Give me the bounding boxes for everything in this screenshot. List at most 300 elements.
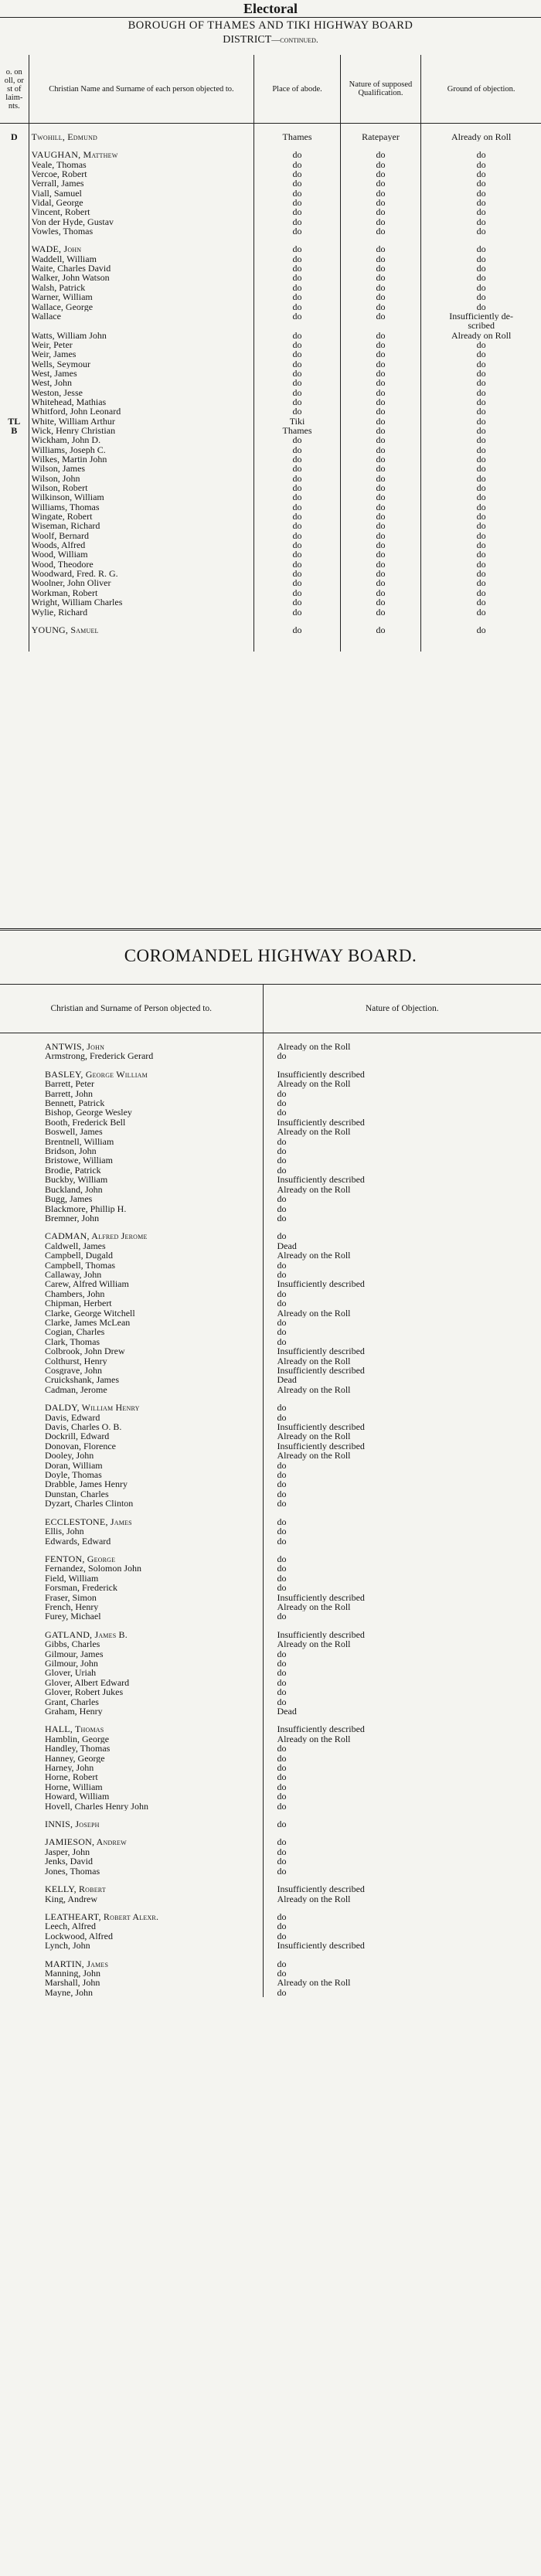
objection: Dead [277, 1375, 297, 1385]
objection: do [277, 1801, 287, 1812]
col-ground: do [476, 530, 486, 541]
person-name: Marshall, John [0, 1978, 263, 1987]
table-row [0, 1403, 541, 1412]
spacer-cell [340, 124, 421, 133]
col-number [0, 540, 29, 550]
objection: do [277, 1088, 287, 1099]
objection: do [277, 1658, 287, 1669]
objection: do [277, 1677, 287, 1688]
col-number [0, 407, 29, 416]
col-abode: do [254, 540, 340, 550]
objection: do [277, 1155, 287, 1165]
table-row [0, 1413, 541, 1422]
objection: Already on the Roll [277, 1639, 351, 1649]
col-abode: do [254, 169, 340, 179]
table-row [0, 588, 541, 597]
col-ground: do [476, 425, 486, 436]
person-name: Grant, Charles [0, 1697, 263, 1707]
table-row [0, 1204, 541, 1213]
col-abode: do [254, 550, 340, 559]
objection: do [277, 1213, 287, 1223]
spacer-cell [0, 1621, 263, 1630]
col-abode: do [254, 454, 340, 464]
col-number [0, 264, 29, 273]
table-row [0, 1185, 541, 1194]
col-ground: do [476, 587, 486, 598]
person-name: Boswell, James [0, 1127, 263, 1136]
col-number [0, 331, 29, 340]
col-number [0, 464, 29, 473]
person-name: CADMAN, Alfred Jerome [0, 1231, 263, 1240]
person-name: Chambers, John [0, 1289, 263, 1298]
col-name: Williams, Joseph C. [29, 445, 254, 454]
person-name: Cadman, Jerome [0, 1385, 263, 1394]
col-name: Wilson, James [29, 464, 254, 473]
col-qualification: do [340, 169, 421, 179]
table-row [0, 1127, 541, 1136]
person-name: Dunstan, Charles [0, 1489, 263, 1499]
objection: do [277, 1921, 287, 1931]
objection: do [277, 1866, 287, 1877]
col-name: Walker, John Watson [29, 273, 254, 282]
col-name: Viall, Samuel [29, 189, 254, 198]
person-name: Davis, Charles O. B. [0, 1422, 263, 1431]
col-qualification: do [340, 625, 421, 635]
spacer-cell [0, 1716, 263, 1724]
table-row [0, 474, 541, 483]
col-ground: do [476, 550, 486, 560]
objection: do [277, 1837, 287, 1847]
col-abode: do [254, 464, 340, 473]
col-qualification: Ratepayer [340, 132, 421, 141]
col-name: Wilkinson, William [29, 492, 254, 502]
spacer-cell [340, 635, 421, 652]
col-qualification: do [340, 150, 421, 159]
objection: do [277, 1051, 287, 1061]
objection: do [277, 1772, 287, 1782]
objection: do [277, 1165, 287, 1176]
spacer-cell [263, 1223, 541, 1231]
col-name: Wood, William [29, 550, 254, 559]
col-abode: do [254, 483, 340, 492]
objection: Already on the Roll [277, 1184, 351, 1195]
col-qualification: do [340, 160, 421, 169]
col-number [0, 244, 29, 254]
person-name: Field, William [0, 1574, 263, 1583]
col-number [0, 189, 29, 198]
table-row [0, 1098, 541, 1108]
table-row [0, 426, 541, 435]
objection: Already on the Roll [277, 1042, 351, 1052]
col-abode: do [254, 588, 340, 597]
col-ground: do [476, 282, 486, 293]
table-row [0, 1744, 541, 1753]
col-qualification: do [340, 311, 421, 321]
table-row [0, 1499, 541, 1508]
col-number [0, 588, 29, 597]
table-row [0, 512, 541, 521]
col-qualification: do [340, 349, 421, 359]
objection: do [277, 1744, 287, 1754]
table-row [0, 1697, 541, 1707]
table-row [0, 1289, 541, 1298]
table-row [0, 1194, 541, 1203]
table-row [0, 302, 541, 311]
table-row [0, 1802, 541, 1811]
col-qualification: do [340, 226, 421, 236]
col-name: Wallace, George [29, 302, 254, 311]
spacer-cell [0, 124, 29, 133]
spacer-cell [0, 1546, 263, 1554]
col-abode: do [254, 273, 340, 282]
spacer-cell [263, 1033, 541, 1043]
col-name: Weir, Peter [29, 340, 254, 349]
objection: do [277, 1649, 287, 1659]
person-name: Caldwell, James [0, 1241, 263, 1251]
objection: Already on the Roll [277, 1734, 351, 1744]
spacer-cell [254, 124, 340, 133]
group-spacer [0, 1904, 541, 1912]
col-ground: do [476, 159, 486, 170]
table-row [0, 569, 541, 578]
col-ground: do [476, 416, 486, 426]
spacer-cell [0, 1904, 263, 1912]
objection: do [277, 1958, 287, 1969]
objection: Already on the Roll [277, 1308, 351, 1318]
col-number [0, 492, 29, 502]
col-abode: do [254, 198, 340, 207]
person-name: Callaway, John [0, 1270, 263, 1279]
col-qualification: do [340, 340, 421, 349]
col-name: Williams, Thomas [29, 502, 254, 512]
col-number [0, 388, 29, 397]
table-row [0, 244, 541, 254]
col-abode: do [254, 359, 340, 369]
objection: do [277, 1819, 287, 1829]
col-ground: do [476, 254, 486, 264]
col-ground: do [476, 578, 486, 588]
col-abode: do [254, 407, 340, 416]
col-ground: do [476, 264, 486, 274]
table-header-row [0, 985, 541, 1033]
objection: do [277, 1194, 287, 1204]
spacer-cell [29, 635, 254, 652]
col-number [0, 435, 29, 444]
col-ground: do [476, 339, 486, 350]
objection: do [277, 1136, 287, 1147]
col-ground: do [476, 569, 486, 579]
col-name: Wood, Theodore [29, 560, 254, 569]
objection: Already on the Roll [277, 1079, 351, 1089]
col-abode: do [254, 283, 340, 292]
table-row [0, 1146, 541, 1155]
person-name: Clarke, James McLean [0, 1318, 263, 1327]
col-abode: do [254, 569, 340, 578]
section2-title: COROMANDEL HIGHWAY BOARD. [124, 946, 417, 965]
col-qualification: do [340, 607, 421, 617]
col-ground: do [476, 198, 486, 208]
objection: Already on the Roll [277, 1601, 351, 1612]
person-name: Hanney, George [0, 1754, 263, 1763]
col-ground: do [476, 378, 486, 388]
table-row [0, 1792, 541, 1801]
table-row [0, 1366, 541, 1375]
table-row [0, 1251, 541, 1260]
table-row [0, 1385, 541, 1394]
table-row [0, 1327, 541, 1336]
table-row [0, 607, 541, 617]
col-qualification: do [340, 588, 421, 597]
col-ground: do [476, 597, 486, 607]
col-abode: do [254, 388, 340, 397]
person-name: King, Andrew [0, 1894, 263, 1904]
table-row [0, 1308, 541, 1318]
spacer-cell [29, 236, 254, 244]
col-abode: do [254, 521, 340, 530]
table-row [0, 1649, 541, 1659]
col-ground: do [476, 492, 486, 502]
spacer-cell [0, 1061, 263, 1070]
col-ground: do [476, 188, 486, 199]
table-row [0, 1231, 541, 1240]
person-name: Mayne, John [0, 1988, 263, 1997]
col-abode: do [254, 244, 340, 254]
table-row [0, 1772, 541, 1781]
group-spacer [0, 617, 541, 625]
group-spacer [0, 1546, 541, 1554]
person-name: Handley, Thomas [0, 1744, 263, 1753]
col-number [0, 445, 29, 454]
spacer-cell [263, 1546, 541, 1554]
table-row [0, 1270, 541, 1279]
spacer-cell [263, 1061, 541, 1070]
spacer-cell [263, 1716, 541, 1724]
col-qualification: do [340, 569, 421, 578]
objection: do [277, 1763, 287, 1773]
person-name: Harney, John [0, 1763, 263, 1772]
objection: Insufficiently described [277, 1279, 365, 1289]
objection: do [277, 1931, 287, 1941]
table-row [0, 132, 541, 141]
table-row [0, 1118, 541, 1127]
person-name: Campbell, Dugald [0, 1251, 263, 1260]
col-qualification: do [340, 388, 421, 397]
table-row [0, 1583, 541, 1592]
table-row [0, 321, 541, 330]
table-row [0, 1847, 541, 1856]
col-qualification: do [340, 331, 421, 340]
person-name: Edwards, Edward [0, 1536, 263, 1546]
col-qualification: do [340, 531, 421, 540]
person-name: Furey, Michael [0, 1611, 263, 1621]
col-abode: do [254, 150, 340, 159]
group-spacer [0, 1061, 541, 1070]
col-abode: do [254, 607, 340, 617]
col-number [0, 578, 29, 587]
spacer-cell [0, 1509, 263, 1517]
objection: do [277, 1668, 287, 1678]
spacer-cell [421, 635, 541, 652]
objections-table-coromandel [0, 985, 541, 1997]
col-number [0, 454, 29, 464]
objection: Insufficiently described [277, 1629, 365, 1640]
col-qualification: do [340, 369, 421, 378]
objection: Insufficiently described [277, 1175, 365, 1185]
person-name: BASLEY, George William [0, 1070, 263, 1079]
objections-table-thames [0, 55, 541, 652]
col-number [0, 607, 29, 617]
col-abode: do [254, 625, 340, 635]
table-row [0, 1941, 541, 1950]
table-row [0, 1356, 541, 1366]
table-row [0, 1337, 541, 1346]
person-name: Jones, Thomas [0, 1866, 263, 1876]
col-name: Veale, Thomas [29, 160, 254, 169]
table-row [0, 169, 541, 179]
group-spacer [0, 1223, 541, 1231]
col-number [0, 560, 29, 569]
col-abode: do [254, 160, 340, 169]
col-name: WADE, John [29, 244, 254, 254]
objection: do [277, 1687, 287, 1697]
table-row [0, 417, 541, 426]
col-ground: do [476, 473, 486, 484]
spacer-cell [421, 617, 541, 625]
person-name: Leech, Alfred [0, 1921, 263, 1931]
objection: Already on the Roll [277, 1451, 351, 1461]
person-name: Armstrong, Frederick Gerard [0, 1051, 263, 1060]
table-row [0, 1668, 541, 1677]
col-number [0, 292, 29, 301]
col-abode: Thames [254, 132, 340, 141]
col-number [0, 369, 29, 378]
spacer-cell [254, 236, 340, 244]
objection: do [277, 1098, 287, 1108]
table-row [0, 1884, 541, 1894]
col-ground: Insufficiently de- [449, 311, 514, 322]
table-row [0, 292, 541, 301]
person-name: LEATHEART, Robert Alexr. [0, 1912, 263, 1921]
col-abode: do [254, 331, 340, 340]
table-row [0, 1441, 541, 1451]
person-name: INNIS, Joseph [0, 1819, 263, 1829]
col-number [0, 302, 29, 311]
objection: do [277, 1403, 287, 1413]
col-abode: Tiki [254, 417, 340, 426]
col-name: Wick, Henry Christian [29, 426, 254, 435]
person-name: HALL, Thomas [0, 1724, 263, 1734]
objection: do [277, 1288, 287, 1299]
objection: do [277, 1526, 287, 1536]
objection: do [277, 1499, 287, 1509]
col-number [0, 217, 29, 226]
spacer-cell [263, 1829, 541, 1837]
col-abode: do [254, 189, 340, 198]
objection: Insufficiently described [277, 1422, 365, 1432]
table-row [0, 407, 541, 416]
table-row [0, 1422, 541, 1431]
col-number [0, 359, 29, 369]
col-ground: do [476, 407, 486, 417]
col-name: Warner, William [29, 292, 254, 301]
table-row [0, 435, 541, 444]
table-row [0, 340, 541, 349]
col-name: White, William Arthur [29, 417, 254, 426]
table-row [0, 445, 541, 454]
person-name: Jenks, David [0, 1856, 263, 1866]
col-number: B [0, 426, 29, 435]
spacer-cell [263, 1811, 541, 1819]
col-abode: do [254, 302, 340, 311]
group-spacer [0, 1621, 541, 1630]
col-number [0, 378, 29, 387]
board-title: BOROUGH OF THAMES AND TIKI HIGHWAY BOARD [128, 19, 413, 32]
table-row [0, 1659, 541, 1668]
table-row [0, 207, 541, 216]
person-name: Doyle, Thomas [0, 1470, 263, 1479]
col-number [0, 340, 29, 349]
col-qualification: do [340, 435, 421, 444]
col-number [0, 397, 29, 407]
spacer-cell [0, 1876, 263, 1884]
objection: do [277, 1336, 287, 1347]
group-spacer [0, 1876, 541, 1884]
col-number [0, 597, 29, 607]
spacer-cell [0, 1951, 263, 1959]
col-name: West, James [29, 369, 254, 378]
person-name: KELLY, Robert [0, 1884, 263, 1894]
person-name: Glover, Robert Jukes [0, 1687, 263, 1696]
table-end-spacer [0, 635, 541, 652]
col-qualification: do [340, 426, 421, 435]
col-name: Wilson, John [29, 474, 254, 483]
table-row [0, 226, 541, 236]
spacer-cell [0, 1223, 263, 1231]
col-qualification: do [340, 464, 421, 473]
col-qualification: do [340, 244, 421, 254]
col-header-abode: Place of abode. [254, 55, 340, 124]
col-header-name: Christian Name and Surname of each person objected to. [29, 55, 254, 124]
col-name: Woods, Alfred [29, 540, 254, 550]
col-number [0, 283, 29, 292]
person-name: Forsman, Frederick [0, 1583, 263, 1592]
col-qualification: do [340, 445, 421, 454]
col-qualification [340, 321, 421, 330]
col-ground: do [476, 512, 486, 522]
spacer-cell [29, 617, 254, 625]
table-row [0, 1451, 541, 1460]
objection: Insufficiently described [277, 1346, 365, 1356]
col-qualification: do [340, 198, 421, 207]
table-row [0, 1959, 541, 1969]
table-row [0, 1554, 541, 1564]
table-row [0, 349, 541, 359]
col-number: D [0, 132, 29, 141]
table-row [0, 359, 541, 369]
col-number [0, 550, 29, 559]
col-ground: Already on Roll [451, 132, 512, 142]
table-row [0, 1375, 541, 1384]
col-name: Workman, Robert [29, 588, 254, 597]
col-name: Von der Hyde, Gustav [29, 217, 254, 226]
col-ground: do [476, 454, 486, 464]
col-abode: do [254, 254, 340, 264]
person-name: Brentnell, William [0, 1137, 263, 1146]
col-number [0, 569, 29, 578]
person-name: Glover, Uriah [0, 1668, 263, 1677]
person-name: Campbell, Thomas [0, 1261, 263, 1270]
col-abode [254, 321, 340, 330]
